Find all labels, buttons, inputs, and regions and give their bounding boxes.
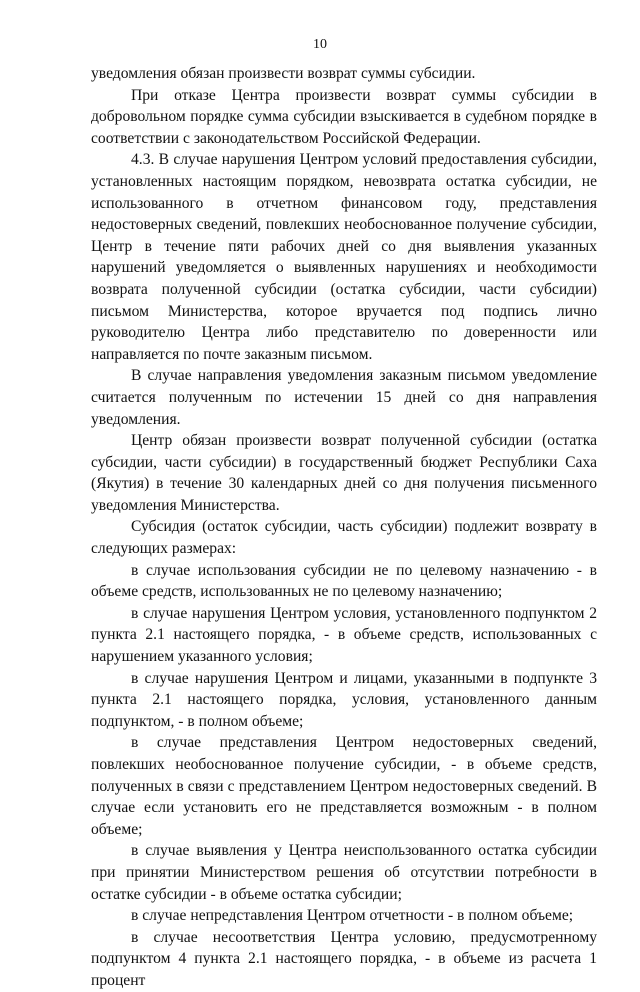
paragraph: в случае нарушения Центром условия, установленного подпунктом 2 пункта 2.1 настоящего порядка, - в объеме средств, использованных с нарушением указанного условия;: [91, 604, 597, 666]
paragraph: 4.3. В случае нарушения Центром условий предоставления субсидии, установленных настоящим порядком, невозврата остатка субсидии, не использованного в отчетном финансовом году, представления недостоверных сведений, повлекших необоснованное получение субсидии, Центр в течение пяти рабочих дней со дня выявления указанных нарушений уведомляется о выявленных нарушениях и необходимости возврата полученной субсидии (остатка субсидии, части субсидии) письмом Министерства, которое вручается под подпись лично руководителю Центра либо представителю по доверенности или направляется по почте заказным письмом.: [91, 151, 597, 363]
document-body: [91, 63, 597, 992]
paragraph: в случае использования субсидии не по целевому назначению - в объеме средств, использованных не по целевому назначению;: [91, 561, 597, 601]
paragraph: в случае выявления у Центра неиспользованного остатка субсидии при принятии Министерством решения об отсутствии потребности в остатке субсидии - в объеме остатка субсидии;: [91, 842, 597, 903]
page-number: 10: [313, 37, 327, 52]
paragraph: При отказе Центра произвести возврат суммы субсидии в добровольном порядке сумма субсидии взыскивается в судебном порядке в соответствии с законодательством Российской Федерации.: [91, 86, 597, 147]
paragraph: в случае непредставления Центром отчетности - в полном объеме;: [131, 907, 574, 925]
paragraph: В случае направления уведомления заказным письмом уведомление считается полученным по истечении 15 дней со дня направления уведомления.: [91, 367, 597, 428]
paragraph: в случае представления Центром недостоверных сведений, повлекших необоснованное получение субсидии, - в объеме средств, полученных в связи с представлением Центром недостоверных сведений. В случае если установить его не представляется возможным - в полном объеме;: [91, 734, 597, 838]
paragraph: уведомления обязан произвести возврат суммы субсидии.: [91, 65, 476, 82]
paragraph: в случае несоответствия Центра условию, предусмотренному подпунктом 4 пункта 2.1 настоящего порядка, - в объеме из расчета 1 процент: [91, 928, 597, 989]
paragraph: Центр обязан произвести возврат полученной субсидии (остатка субсидии, части субсидии) в государственный бюджет Республики Саха (Якутия) в течение 30 календарных дней со дня получения письменного уведомления Министерства.: [91, 432, 597, 514]
paragraph: в случае нарушения Центром и лицами, указанными в подпункте 3 пункта 2.1 настоящего порядка, условия, установленного данным подпунктом, - в полном объеме;: [91, 669, 597, 730]
paragraph: Субсидия (остаток субсидии, часть субсидии) подлежит возврату в следующих размерах:: [91, 518, 597, 558]
